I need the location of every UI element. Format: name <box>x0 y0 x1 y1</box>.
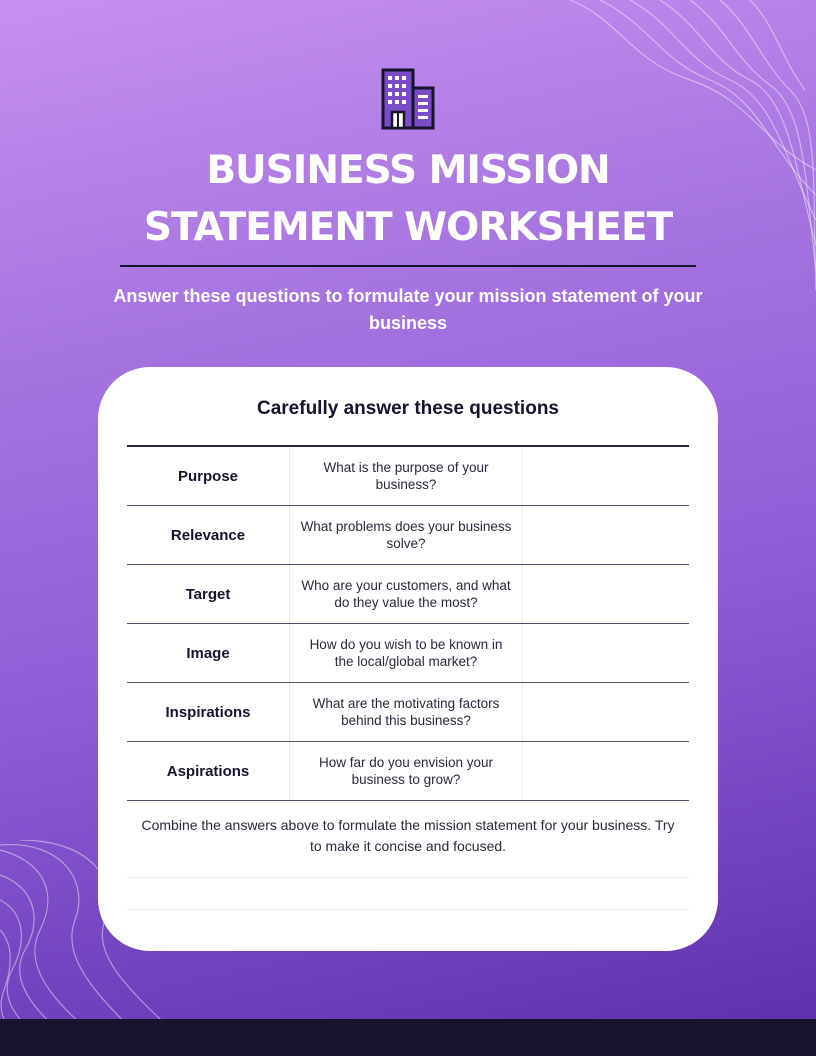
mission-statement-line-1[interactable] <box>127 877 689 878</box>
answer-field[interactable] <box>523 742 689 800</box>
table-row <box>127 447 689 506</box>
answer-field[interactable] <box>523 565 689 623</box>
title-line-2: STATEMENT WORKSHEET <box>143 205 673 250</box>
answer-field[interactable] <box>523 506 689 564</box>
table-row <box>127 506 689 565</box>
row-label: Inspirations <box>127 683 290 741</box>
row-question: How do you wish to be known in the local/global market? <box>290 624 523 682</box>
page-subtitle: Answer these questions to formulate your mission statement of your business <box>113 286 703 333</box>
row-label: Image <box>127 624 290 682</box>
table-row <box>127 565 689 624</box>
row-question: What is the purpose of your business? <box>290 447 523 505</box>
row-question: Who are your customers, and what do they value the most? <box>290 565 523 623</box>
title-line-1: BUSINESS MISSION <box>206 148 610 193</box>
row-question: How far do you envision your business to grow? <box>290 742 523 800</box>
row-label: Aspirations <box>127 742 290 800</box>
answer-field[interactable] <box>523 447 689 505</box>
table-row <box>127 683 689 742</box>
combine-instructions: Combine the answers above to formulate the mission statement for your business. Try to make it concise and focused. <box>141 817 675 854</box>
row-question: What are the motivating factors behind this business? <box>290 683 523 741</box>
page-title <box>0 142 816 256</box>
table-row <box>127 742 689 801</box>
table-row <box>127 624 689 683</box>
building-icon <box>381 68 435 130</box>
row-label: Target <box>127 565 290 623</box>
row-question: What problems does your business solve? <box>290 506 523 564</box>
mission-statement-line-2[interactable] <box>127 909 689 910</box>
row-label: Relevance <box>127 506 290 564</box>
footer-bar <box>0 1019 816 1056</box>
row-label: Purpose <box>127 447 290 505</box>
questions-table <box>127 445 689 801</box>
title-divider <box>120 265 696 267</box>
answer-field[interactable] <box>523 683 689 741</box>
card-heading: Carefully answer these questions <box>257 398 559 419</box>
answer-field[interactable] <box>523 624 689 682</box>
